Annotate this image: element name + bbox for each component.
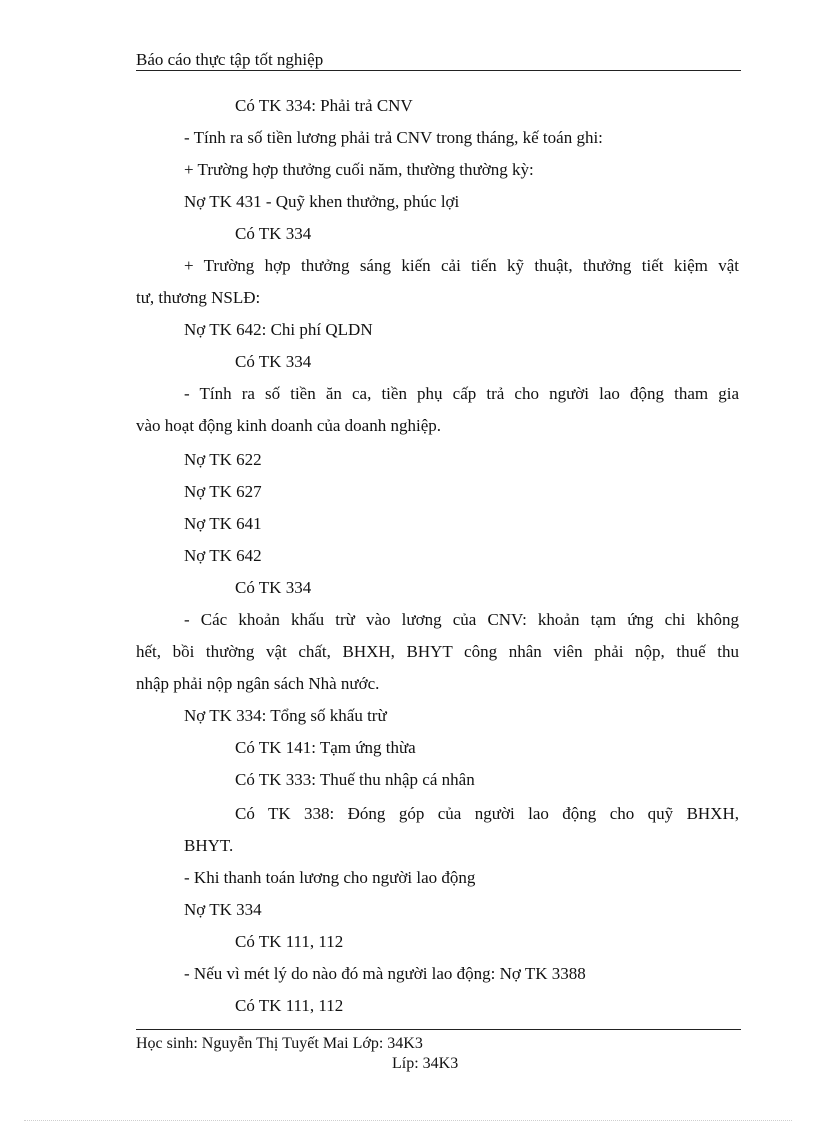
text-line: + Trường hợp thưởng cuối năm, thường thường kỳ: [184, 160, 534, 179]
text-line: Có TK 338: Đóng góp của người lao động cho quỹ BHXH, [235, 804, 739, 823]
text-line: - Khi thanh toán lương cho người lao động [184, 868, 476, 887]
text-line: vào hoạt động kinh doanh của doanh nghiệp. [136, 416, 441, 435]
text-line: nhập phải nộp ngân sách Nhà nước. [136, 674, 380, 693]
text-line: Có TK 111, 112 [235, 932, 344, 951]
text-line: Nợ TK 642 [184, 546, 262, 565]
text-line: Có TK 111, 112 [235, 996, 344, 1015]
text-line: - Nếu vì mét lý do nào đó mà người lao động: Nợ TK 3388 [184, 964, 586, 983]
footer-divider [136, 1029, 741, 1030]
text-line: Nợ TK 622 [184, 450, 262, 469]
text-line: Có TK 334 [235, 578, 312, 597]
text-line: Có TK 334: Phải trả CNV [235, 96, 413, 115]
footer-class: Líp: 34K3 [392, 1055, 459, 1072]
footer-student: Học sinh: Nguyễn Thị Tuyết Mai Lớp: 34K3 [136, 1035, 423, 1052]
text-line: Nợ TK 627 [184, 482, 262, 501]
text-line: hết, bồi thường vật chất, BHXH, BHYT công nhân viên phải nộp, thuế thu [136, 642, 739, 661]
text-line: - Tính ra số tiền lương phải trả CNV trong tháng, kế toán ghi: [184, 128, 603, 147]
text-line: Nợ TK 334 [184, 900, 262, 919]
text-line: Có TK 334 [235, 224, 312, 243]
text-line: Nợ TK 642: Chi phí QLDN [184, 320, 373, 339]
text-line: Có TK 334 [235, 352, 312, 371]
text-line: tư, thương NSLĐ: [136, 288, 261, 307]
text-line: Nợ TK 641 [184, 514, 262, 533]
text-line: Có TK 333: Thuế thu nhập cá nhân [235, 770, 475, 789]
text-line: Có TK 141: Tạm ứng thừa [235, 738, 416, 757]
text-line: + Trường hợp thưởng sáng kiến cải tiến kỹ thuật, thưởng tiết kiệm vật [184, 256, 739, 275]
text-line: - Các khoản khấu trừ vào lương của CNV: khoản tạm ứng chi không [184, 610, 739, 629]
page-edge-divider [24, 1120, 792, 1121]
text-line: Nợ TK 431 - Quỹ khen thưởng, phúc lợi [184, 192, 460, 211]
text-line: Nợ TK 334: Tổng số khấu trừ [184, 706, 387, 725]
text-line: - Tính ra số tiền ăn ca, tiền phụ cấp trả cho người lao động tham gia [184, 384, 739, 403]
text-line: BHYT. [184, 836, 234, 855]
header-title: Báo cáo thực tập tốt nghiệp [136, 50, 324, 69]
